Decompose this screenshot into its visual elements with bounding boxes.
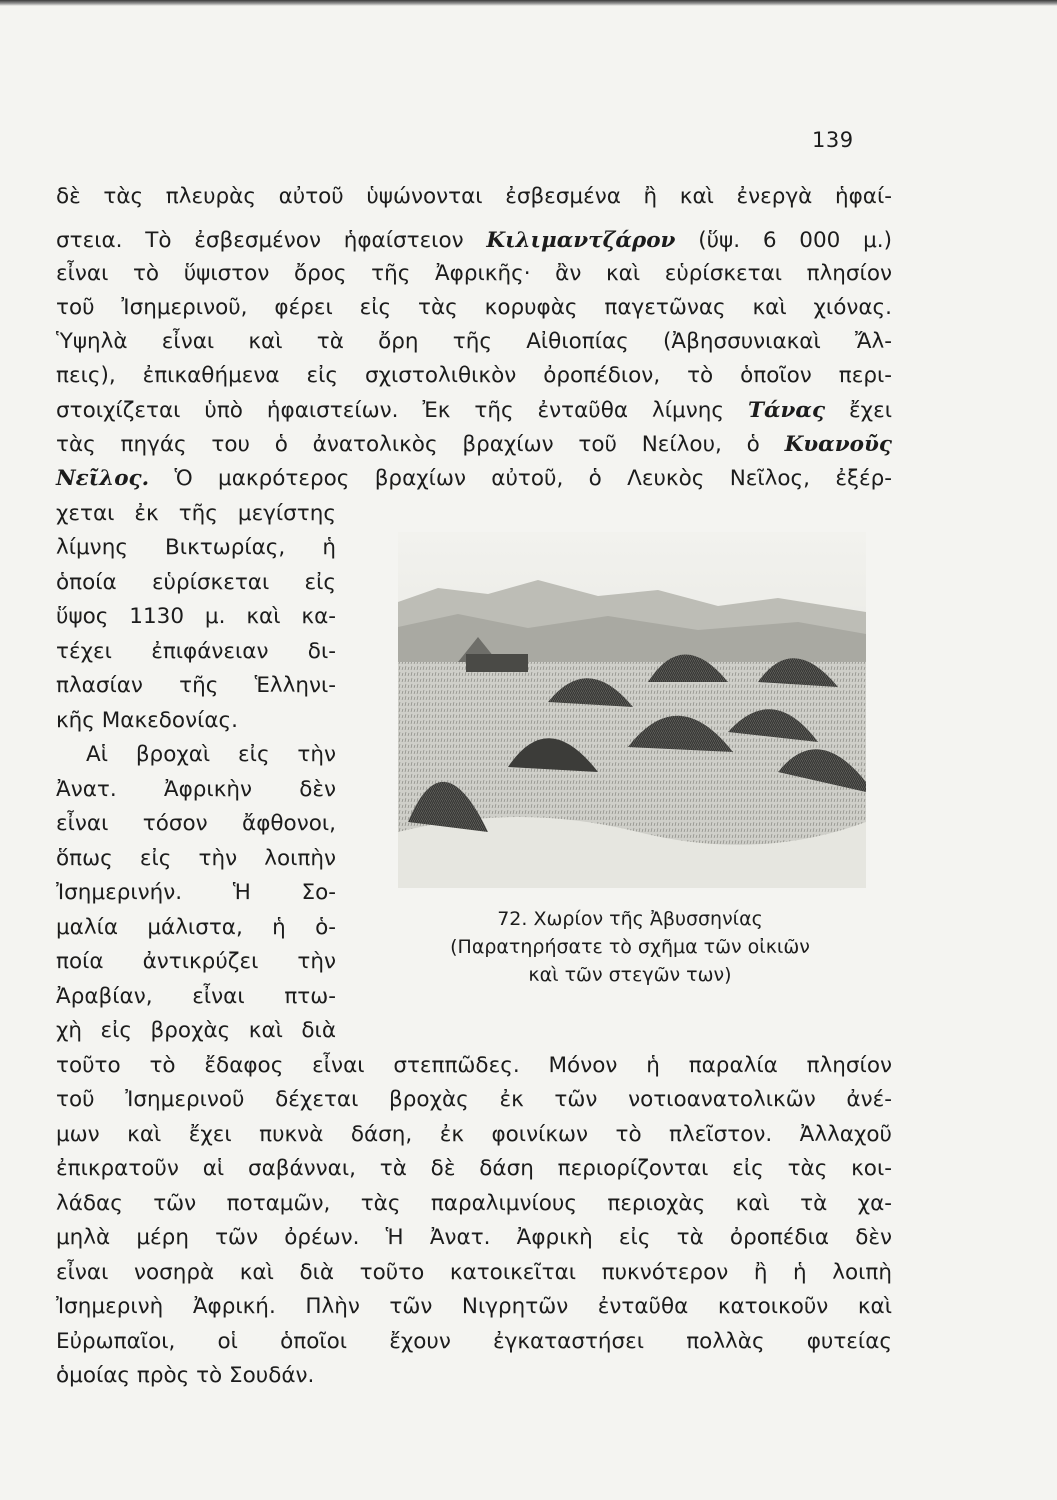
text-line: Αἱ βροχαὶ εἰς τὴν [86,742,336,767]
text-line: Ἰσημερινήν. Ἡ Σο- [56,880,336,905]
text-line: Ἀραβίαν, εἶναι πτω- [56,984,336,1009]
text-line: Ἀνατ. Ἀφρικὴν δὲν [56,777,336,802]
emphasized-term: Κυανοῦς [784,432,892,457]
text-line: στοιχίζεται ὑπὸ ἡφαιστείων. Ἐκ τῆς ἐνταῦθα λίμνης Τάνας ἔχει [56,398,892,423]
figure-caption-title: 72. Χωρίον τῆς Ἀβυσσηνίας [497,908,763,930]
text-line: τέχει ἐπιφάνειαν δι- [56,639,336,664]
text-line: μων καὶ ἔχει πυκνὰ δάση, ἐκ φοινίκων τὸ πλεῖστον. Ἀλλαχοῦ [56,1122,892,1147]
figure-photo-village [398,532,866,888]
text-line: εἶναι τὸ ὕψιστον ὄρος τῆς Ἀφρικῆς· ἂν καὶ εὑρίσκεται πλησίον [56,261,892,286]
text-line: ποία ἀντικρύζει τὴν [56,949,336,974]
text-line: Ἰσημερινὴ Ἀφρική. Πλὴν τῶν Νιγρητῶν ἐνταῦθα κατοικοῦν καὶ [56,1294,892,1319]
text-line: χεται ἐκ τῆς μεγίστης [56,501,336,526]
text-line: ὁμοίας πρὸς τὸ Σουδάν. [56,1363,315,1388]
figure-caption-note: καὶ τῶν στεγῶν των) [528,964,732,986]
text-line: ὁποία εὑρίσκεται εἰς [56,570,336,595]
text-line: Νεῖλος. Ὁ μακρότερος βραχίων αὐτοῦ, ὁ Λευκὸς Νεῖλος, ἐξέρ- [56,466,892,491]
text-line: εἶναι νοσηρὰ καὶ διὰ τοῦτο κατοικεῖται πυκνότερον ἢ ἡ λοιπὴ [56,1260,892,1285]
top-edge-rule [0,0,1057,6]
text-line: ἐπικρατοῦν αἱ σαβάνναι, τὰ δὲ δάση περιορίζονται εἰς τὰς κοι- [56,1156,892,1181]
emphasized-term: Νεῖλος. [56,466,150,491]
text-line: τὰς πηγάς του ὁ ἀνατολικὸς βραχίων τοῦ Νείλου, ὁ Κυανοῦς [56,432,892,457]
text-line: μαλία μάλιστα, ἡ ὁ- [56,915,336,940]
text-line: πεις), ἐπικαθήμενα εἰς σχιστολιθικὸν ὀροπέδιον, τὸ ὁποῖον περι- [56,363,892,388]
text-line: δὲ τὰς πλευρὰς αὐτοῦ ὑψώνονται ἐσβεσμένα ἢ καὶ ἐνεργὰ ἡφαί- [56,184,892,209]
text-line: λάδας τῶν ποταμῶν, τὰς παραλιμνίους περιοχὰς καὶ τὰ χα- [56,1191,892,1216]
text-line: εἶναι τόσον ἄφθονοι, [56,811,336,836]
text-line: τοῦτο τὸ ἔδαφος εἶναι στεππῶδες. Μόνον ἡ παραλία πλησίον [56,1053,892,1078]
text-line: Εὐρωπαῖοι, οἱ ὁποῖοι ἔχουν ἐγκαταστήσει πολλὰς φυτείας [56,1329,892,1354]
text-line: κῆς Μακεδονίας. [56,708,238,733]
text-line: ὅπως εἰς τὴν λοιπὴν [56,846,336,871]
text-line: ὕψος 1130 μ. καὶ κα- [56,604,336,629]
emphasized-term: Κιλιμαντζάρον [486,228,676,253]
text-line: λίμνης Βικτωρίας, ἡ [56,535,336,560]
text-line: στεια. Τὸ ἐσβεσμένον ἡφαίστειον Κιλιμαντζάρον (ὕψ. 6 000 μ.) [56,228,892,253]
text-line: μηλὰ μέρη τῶν ὀρέων. Ἡ Ἀνατ. Ἀφρικὴ εἰς τὰ ὀροπέδια δὲν [56,1225,892,1250]
page-number: 139 [812,128,854,152]
text-line: χὴ εἰς βροχὰς καὶ διὰ [56,1018,336,1043]
text-line: τοῦ Ἰσημερινοῦ, φέρει εἰς τὰς κορυφὰς παγετῶνας καὶ χιόνας. [56,295,892,320]
text-line: Ὑψηλὰ εἶναι καὶ τὰ ὄρη τῆς Αἰθιοπίας (Ἀβησσυνιακαὶ Ἄλ- [56,329,892,354]
text-line: τοῦ Ἰσημερινοῦ δέχεται βροχὰς ἐκ τῶν νοτιοανατολικῶν ἀνέ- [56,1087,892,1112]
text-line: πλασίαν τῆς Ἑλληνι- [56,673,336,698]
emphasized-term: Τάνας [747,398,826,423]
figure-caption-note: (Παρατηρήσατε τὸ σχῆμα τῶν οἰκιῶν [450,936,810,958]
